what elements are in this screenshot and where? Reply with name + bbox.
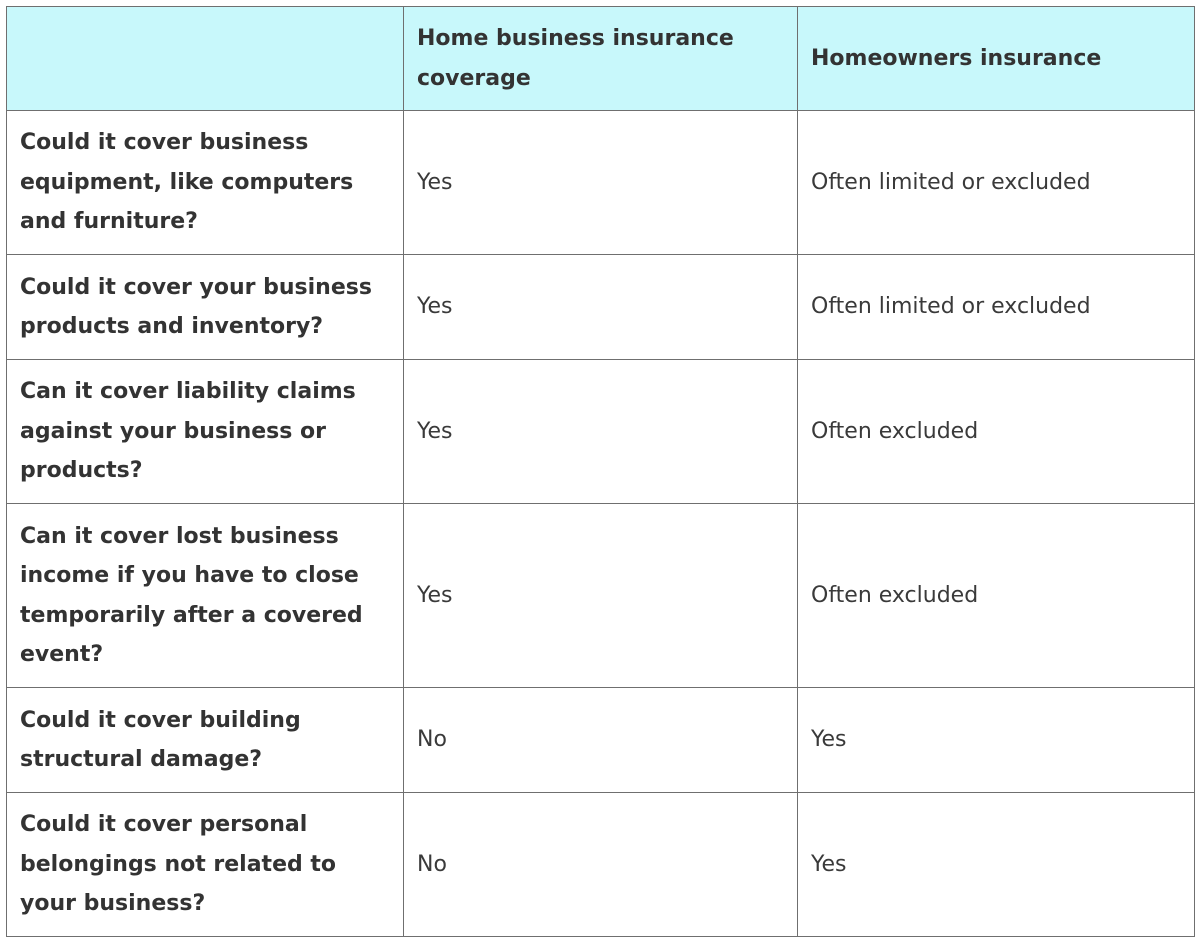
row-question: Could it cover your business products and inventory? (7, 255, 404, 360)
homeowners-answer: Often excluded (798, 504, 1195, 688)
table-row (7, 255, 1195, 360)
header-empty-cell (7, 7, 404, 111)
row-question: Could it cover personal belongings not related to your business? (7, 793, 404, 937)
table-row (7, 688, 1195, 793)
home-business-answer: No (404, 688, 798, 793)
header-homeowners-insurance: Homeowners insurance (798, 7, 1195, 111)
homeowners-answer: Often limited or excluded (798, 255, 1195, 360)
comparison-table-container (6, 6, 1194, 936)
row-question: Can it cover liability claims against your business or products? (7, 360, 404, 504)
table-row (7, 360, 1195, 504)
row-question: Could it cover business equipment, like computers and furniture? (7, 111, 404, 255)
row-question: Could it cover building structural damage? (7, 688, 404, 793)
header-home-business-insurance: Home business insurance coverage (404, 7, 798, 111)
header-row (7, 7, 1195, 111)
table-row (7, 793, 1195, 937)
table-body (7, 111, 1195, 937)
insurance-comparison-table (6, 6, 1195, 937)
home-business-answer: No (404, 793, 798, 937)
home-business-answer: Yes (404, 360, 798, 504)
table-row (7, 111, 1195, 255)
homeowners-answer: Often limited or excluded (798, 111, 1195, 255)
home-business-answer: Yes (404, 111, 798, 255)
home-business-answer: Yes (404, 504, 798, 688)
homeowners-answer: Often excluded (798, 360, 1195, 504)
row-question: Can it cover lost business income if you have to close temporarily after a covered event? (7, 504, 404, 688)
home-business-answer: Yes (404, 255, 798, 360)
table-header (7, 7, 1195, 111)
homeowners-answer: Yes (798, 793, 1195, 937)
homeowners-answer: Yes (798, 688, 1195, 793)
table-row (7, 504, 1195, 688)
